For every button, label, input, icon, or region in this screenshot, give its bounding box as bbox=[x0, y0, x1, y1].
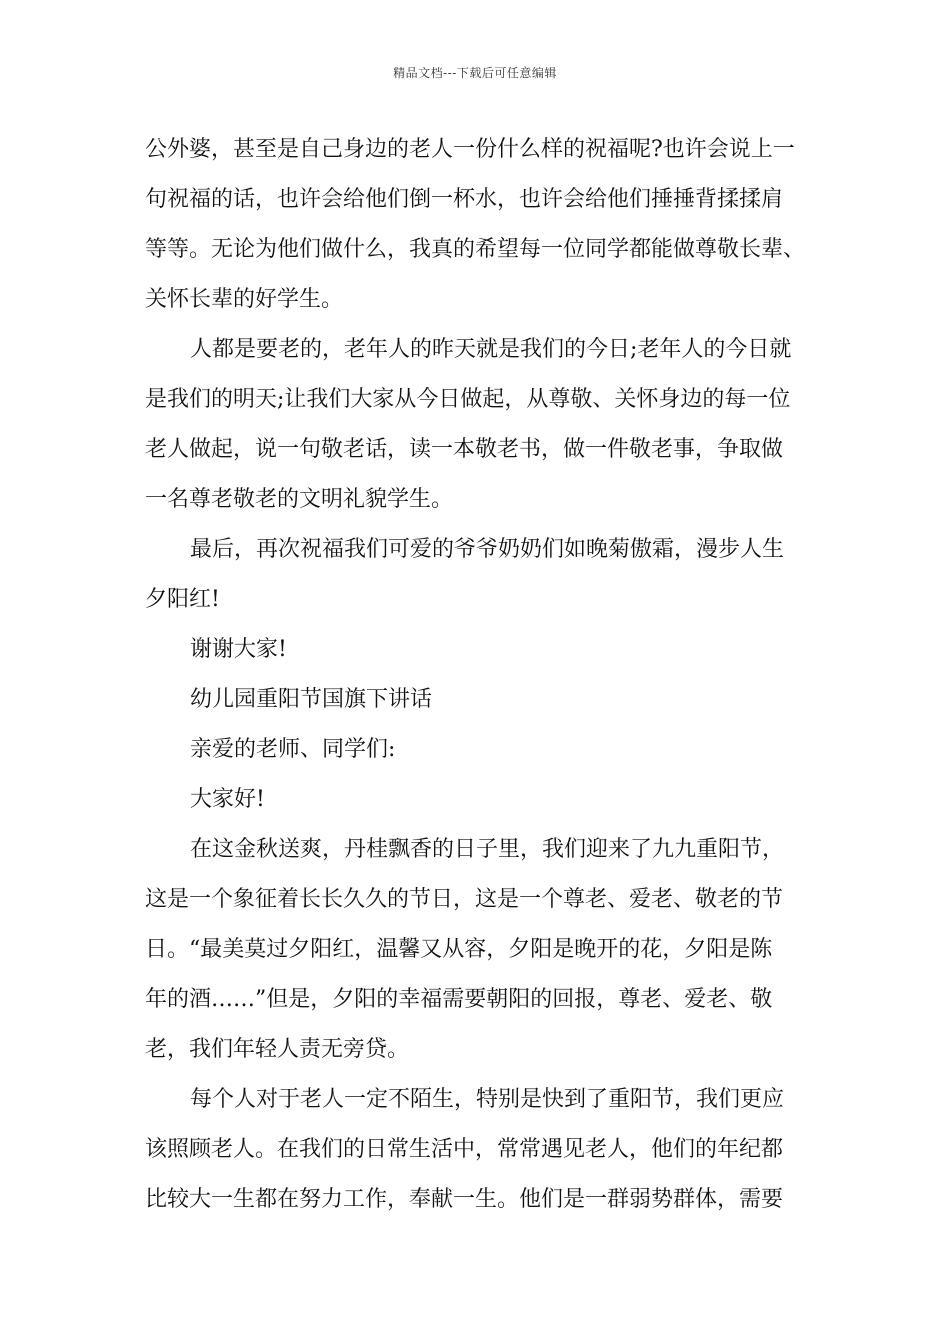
text-line: 比较大一生都在努力工作，奉献一生。他们是一群弱势群体，需要 bbox=[145, 1187, 784, 1212]
text-line: 一名尊老敬老的文明礼貌学生。 bbox=[145, 487, 454, 512]
text-line: 日。“最美莫过夕阳红，温馨又从容，夕阳是晚开的花，夕阳是陈 bbox=[145, 937, 773, 962]
text-line: 老人做起，说一句敬老话，读一本敬老书，做一件敬老事，争取做 bbox=[145, 437, 784, 462]
text-line: 关怀长辈的好学生。 bbox=[145, 287, 344, 312]
text-line: 是我们的明天;让我们大家从今日做起，从尊敬、关怀身边的每一位 bbox=[145, 387, 791, 412]
section-title: 幼儿园重阳节国旗下讲话 bbox=[190, 687, 433, 712]
text-line: 老，我们年轻人责无旁贷。 bbox=[145, 1037, 410, 1062]
text-line: 人都是要老的，老年人的昨天就是我们的今日;老年人的今日就 bbox=[190, 337, 792, 362]
page-header: 精品文档---下载后可任意编辑 bbox=[393, 66, 557, 80]
greeting: 大家好! bbox=[190, 787, 265, 812]
salutation: 亲爱的老师、同学们: bbox=[190, 737, 396, 762]
text-line: 谢谢大家! bbox=[190, 637, 287, 662]
text-line: 年的酒……”但是，夕阳的幸福需要朝阳的回报，尊老、爱老、敬 bbox=[145, 987, 773, 1012]
text-line: 该照顾老人。在我们的日常生活中，常常遇见老人，他们的年纪都 bbox=[145, 1137, 784, 1162]
text-line: 公外婆，甚至是自己身边的老人一份什么样的祝福呢?也许会说上一 bbox=[145, 137, 795, 162]
text-line: 最后，再次祝福我们可爱的爷爷奶奶们如晚菊傲霜，漫步人生 bbox=[190, 537, 785, 562]
document-body bbox=[145, 125, 823, 1225]
text-line: 这是一个象征着长长久久的节日，这是一个尊老、爱老、敬老的节 bbox=[145, 887, 784, 912]
text-line: 句祝福的话，也许会给他们倒一杯水，也许会给他们捶捶背揉揉肩 bbox=[145, 187, 784, 212]
text-line: 夕阳红! bbox=[145, 587, 220, 612]
text-line: 每个人对于老人一定不陌生，特别是快到了重阳节，我们更应 bbox=[190, 1087, 785, 1112]
text-line: 在这金秋送爽，丹桂飘香的日子里，我们迎来了九九重阳节， bbox=[190, 837, 785, 862]
text-line: 等等。无论为他们做什么，我真的希望每一位同学都能做尊敬长辈、 bbox=[145, 237, 806, 262]
